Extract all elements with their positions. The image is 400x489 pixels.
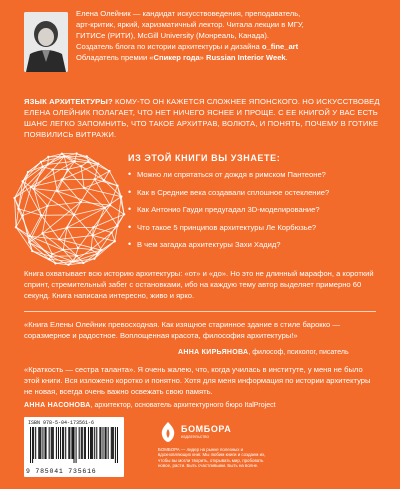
sphere-node	[110, 231, 112, 233]
barcode-bar	[73, 427, 74, 463]
barcode-bar	[32, 427, 33, 463]
barcode-bar	[113, 427, 114, 459]
barcode-bar	[33, 427, 34, 459]
barcode-bar	[68, 427, 69, 459]
sphere-node	[66, 168, 68, 170]
sphere-edge	[57, 191, 104, 208]
divider	[24, 311, 376, 312]
sphere-node	[48, 258, 50, 260]
barcode-bar	[92, 427, 93, 459]
barcode-bar	[106, 427, 107, 459]
sphere-edge	[74, 208, 105, 215]
sphere-node	[62, 249, 64, 251]
sphere-edge	[78, 227, 93, 248]
sphere-node	[21, 214, 23, 216]
quote-1-text: «Книга Елены Олейник превосходная. Как изящное старинное здание в стиле барокко — соразмерное и радостное. Воплощенная красота, философия архитектуры!»	[24, 320, 340, 340]
learn-title: ИЗ ЭТОЙ КНИГИ ВЫ УЗНАЕТЕ:	[128, 153, 281, 163]
sphere-node	[47, 163, 49, 165]
sphere-edge	[81, 179, 95, 202]
list-item: • Как Антонио Гауди предугадал 3D-моделирование?	[128, 205, 390, 214]
isbn-barcode	[24, 417, 124, 477]
learn-section	[128, 153, 390, 258]
sphere-node	[46, 205, 48, 207]
barcode-bar	[72, 427, 73, 459]
sphere-edge	[47, 202, 80, 206]
barcode-bar	[60, 427, 61, 459]
sphere-node	[91, 234, 93, 236]
sphere-node	[76, 255, 78, 257]
sphere-node	[13, 197, 15, 199]
sphere-edge	[30, 215, 41, 236]
publisher-desc: БОМБОРА — лидер на рынке полезных и вдохновляющих книг. Мы любим книги и создаем их, чтобы вы могли творить, открывать мир, пробовать новое, расти. Быть счастливыми. Быть на волне.	[158, 447, 266, 469]
barcode-bar	[99, 427, 100, 459]
barcode-bar	[44, 427, 45, 459]
barcode-bar	[52, 427, 53, 459]
barcode-bar	[71, 427, 72, 459]
barcode-bar	[88, 427, 89, 459]
sphere-node	[54, 262, 56, 264]
author-photo	[24, 12, 68, 72]
barcode-bar	[115, 427, 116, 463]
list-item: • Как в Средние века создавали сплошное остекление?	[128, 188, 390, 197]
barcode-bar	[96, 427, 97, 459]
sphere-edge	[59, 235, 92, 239]
sphere-edge	[105, 208, 118, 226]
sphere-node	[109, 204, 111, 206]
sphere-node	[77, 247, 79, 249]
sphere-edge	[95, 164, 98, 180]
barcode-bar	[40, 427, 41, 459]
barcode-icon	[30, 427, 118, 463]
quote-2-text: «Краткость — сестра таланта». Я очень жалею, что, когда училась в институте, у меня не было этой книги. Вся изложено коротко и понятно. Хотя для меня информация по истории архитектуры не новая, всегда очень важно освежать свою память.	[24, 365, 371, 396]
sphere-node	[66, 226, 68, 228]
sphere-node	[67, 264, 69, 266]
sphere-edge	[52, 250, 63, 254]
barcode-bar	[117, 427, 118, 463]
barcode-bar	[56, 427, 57, 459]
sphere-node	[31, 250, 33, 252]
sphere-node	[15, 226, 17, 228]
barcode-bar	[49, 427, 50, 459]
sphere-node	[51, 253, 53, 255]
sphere-node	[120, 195, 122, 197]
sphere-node	[49, 255, 51, 257]
sphere-edge	[81, 166, 104, 180]
geodesic-sphere-icon	[8, 148, 130, 270]
barcode-bar	[69, 427, 70, 459]
barcode-bar	[100, 427, 101, 459]
barcode-bar	[79, 427, 80, 459]
learn-list	[128, 170, 390, 249]
sphere-node	[100, 249, 102, 251]
sphere-node	[123, 213, 125, 215]
sphere-node	[21, 180, 23, 182]
sphere-node	[116, 185, 118, 187]
sphere-node	[42, 166, 44, 168]
sphere-edge	[74, 254, 98, 262]
barcode-bar	[111, 427, 112, 459]
author-name: Елена Олейник	[76, 9, 131, 18]
sphere-node	[86, 155, 88, 157]
sphere-node	[33, 187, 35, 189]
quote-2-signature: АННА НАСОНОВА, архитектор, основатель архитектурного бюро ItalProject	[24, 402, 276, 409]
barcode-bar	[63, 427, 64, 459]
sphere-edge	[42, 233, 63, 249]
sphere-node	[97, 163, 99, 165]
sphere-node	[73, 160, 75, 162]
isbn-number: 9 785041 735616	[26, 468, 97, 475]
sphere-edge	[112, 233, 115, 242]
barcode-bar	[82, 427, 83, 459]
sphere-node	[103, 179, 105, 181]
sphere-node	[29, 235, 31, 237]
sphere-node	[90, 248, 92, 250]
sphere-node	[40, 214, 42, 216]
sphere-edge	[91, 227, 93, 249]
barcode-bar	[53, 427, 54, 459]
barcode-bar	[102, 427, 103, 459]
bombora-logo-icon	[158, 421, 178, 443]
blog-handle: o_fine_art	[261, 42, 299, 51]
barcode-bar	[62, 427, 63, 459]
barcode-bar	[30, 427, 31, 463]
sphere-node	[116, 225, 118, 227]
intro-text: ЯЗЫК АРХИТЕКТУРЫ? КОМУ-ТО ОН КАЖЕТСЯ СЛОЖНЕЕ ЯПОНСКОГО. НО ИСКУССТВОВЕД ЕЛЕНА ОЛЕЙНИК ПОЛАГАЕТ, ЧТО НЕТ НИЧЕГО ЯСНЕЕ И ПРОЩЕ. С ЕЕ КНИГОЙ У ВАС ЕСТЬ ШАНС ЛЕГКО ЗАПОМНИТЬ, ЧТО ТАКОЕ АРХИТРАВ, ВОЛЮТА, И ПОНЯТЬ, ПОЧЕМУ В ГОТИКЕ ПОЯВИЛИСЬ ВИТРАЖИ.	[24, 97, 380, 139]
sphere-node	[73, 260, 75, 262]
author-bio: Елена Олейник — кандидат искусствоведения, преподаватель, арт-критик, яркий, харизматичный лектор. Читала лекции в МГУ, ГИТИСе (РИТИ), McGill University (Монреаль, Канада). Создатель блога по истории архитектуры и дизайна o_fine_art Обладатель премии «Спикер года» Russian Interior Week.	[76, 9, 304, 62]
author-block	[24, 8, 384, 90]
publisher-block	[158, 419, 278, 479]
sphere-node	[30, 186, 32, 188]
barcode-bar	[94, 427, 95, 459]
sphere-node	[41, 232, 43, 234]
summary-text: Книга охватывает всю историю архитектуры: «от» и «до». Но это не длинный марафон, а короткий спринт, стремительный забег с остановками, ибо на каждую тему автор выделяет примерно 60 секунд. Книга написана интересно, живо и ярко.	[24, 269, 374, 300]
list-item: • В чем загадка архитектуры Захи Хадид?	[128, 240, 390, 249]
sphere-node	[83, 187, 85, 189]
sphere-node	[47, 156, 49, 158]
list-item: • Можно ли спрятаться от дождя в римском Пантеоне?	[128, 170, 390, 179]
list-item: • Что такое 5 принципов архитектуры Ле Корбюзье?	[128, 223, 390, 232]
barcode-bar	[51, 427, 52, 459]
sphere-node	[40, 161, 42, 163]
sphere-node	[104, 207, 106, 209]
barcode-bar	[35, 427, 36, 459]
sphere-node	[93, 178, 95, 180]
barcode-bar	[91, 427, 92, 459]
sphere-node	[93, 257, 95, 259]
sphere-node	[63, 155, 65, 157]
sphere-node	[52, 168, 54, 170]
sphere-node	[92, 226, 94, 228]
sphere-node	[61, 179, 63, 181]
barcode-bar	[38, 427, 39, 459]
barcode-bar	[46, 427, 47, 459]
publisher-name: БОМБОРА	[181, 424, 232, 434]
sphere-node	[56, 190, 58, 192]
sphere-edge	[78, 248, 91, 249]
sphere-node	[87, 160, 89, 162]
barcode-bar	[108, 427, 109, 459]
barcode-bar	[105, 427, 106, 459]
barcode-bar	[112, 427, 113, 459]
barcode-bar	[39, 427, 40, 459]
sphere-edge	[98, 164, 109, 171]
sphere-node	[73, 214, 75, 216]
sphere-node	[61, 153, 63, 155]
quote-1-signature: АННА КИРЬЯНОВА, философ, психолог, писатель	[178, 349, 349, 356]
sphere-node	[75, 152, 77, 154]
sphere-node	[80, 201, 82, 203]
barcode-bar	[76, 427, 77, 463]
barcode-bar	[65, 427, 66, 459]
sphere-node	[114, 240, 116, 242]
barcode-bar	[85, 427, 86, 459]
sphere-edge	[23, 216, 33, 251]
sphere-node	[17, 208, 19, 210]
sphere-node	[96, 252, 98, 254]
barcode-bar	[58, 427, 59, 459]
sphere-edge	[15, 198, 23, 216]
sphere-edge	[67, 228, 78, 248]
sphere-node	[27, 171, 29, 173]
sphere-node	[82, 262, 84, 264]
publisher-sub: издательство	[181, 434, 209, 439]
isbn-label: ISBN 978-5-04-173561-6	[28, 420, 95, 426]
barcode-bar	[84, 427, 85, 459]
barcode-bar	[90, 427, 91, 459]
sphere-edge	[15, 172, 28, 198]
sphere-node	[58, 238, 60, 240]
sphere-node	[80, 165, 82, 167]
barcode-bar	[81, 427, 82, 459]
sphere-node	[28, 241, 30, 243]
sphere-edge	[62, 180, 81, 202]
barcode-bar	[42, 427, 43, 459]
sphere-node	[108, 170, 110, 172]
